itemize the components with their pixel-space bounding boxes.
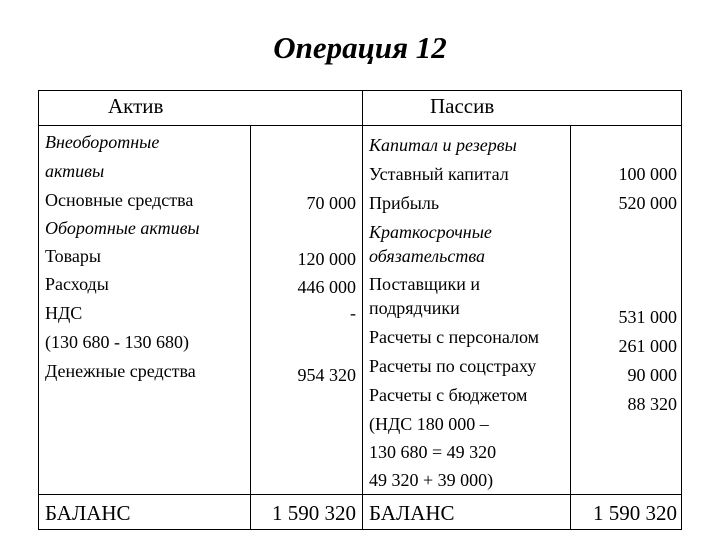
profit-label: Прибыль xyxy=(369,193,440,213)
budget-note-3: 49 320 + 39 000) xyxy=(369,470,494,490)
suppliers-value: 531 000 xyxy=(618,307,677,327)
current-assets-label: Оборотные активы xyxy=(45,218,200,238)
suppliers-label-1: Поставщики и xyxy=(369,274,481,294)
social-value: 90 000 xyxy=(627,365,677,385)
noncurrent-label-1: Внеоборотные xyxy=(45,132,160,152)
suppliers-label-2: подрядчики xyxy=(369,298,460,318)
budget-label: Расчеты с бюджетом xyxy=(369,385,528,405)
fixed-assets-value: 70 000 xyxy=(306,193,356,213)
cash-label: Денежные средства xyxy=(45,361,196,381)
short-term-label-2: обязательства xyxy=(369,246,486,266)
vat-value: - xyxy=(350,303,356,323)
liability-value-divider xyxy=(570,125,571,530)
liability-total-value: 1 590 320 xyxy=(593,501,677,525)
authorized-capital-value: 100 000 xyxy=(618,164,677,184)
staff-value: 261 000 xyxy=(618,336,677,356)
header-divider xyxy=(38,125,682,126)
asset-total-value: 1 590 320 xyxy=(272,501,356,525)
asset-header: Актив xyxy=(108,94,164,118)
liability-total-label: БАЛАНС xyxy=(369,501,455,525)
expenses-label: Расходы xyxy=(45,274,109,294)
noncurrent-label-2: активы xyxy=(45,161,105,181)
liability-header: Пассив xyxy=(430,94,495,118)
cash-value: 954 320 xyxy=(297,365,356,385)
budget-value: 88 320 xyxy=(627,394,677,414)
short-term-label-1: Краткосрочные xyxy=(369,222,492,242)
budget-note-1: (НДС 180 000 – xyxy=(369,414,489,434)
vat-label: НДС xyxy=(45,303,83,323)
social-label: Расчеты по соцстраху xyxy=(369,356,537,376)
asset-total-label: БАЛАНС xyxy=(45,501,131,525)
goods-value: 120 000 xyxy=(297,249,356,269)
profit-value: 520 000 xyxy=(618,193,677,213)
center-divider xyxy=(362,90,363,530)
page-title: Операция 12 xyxy=(273,30,447,65)
authorized-capital-label: Уставный капитал xyxy=(369,164,509,184)
expenses-value: 446 000 xyxy=(297,277,356,297)
capital-label: Капитал и резервы xyxy=(369,135,517,155)
goods-label: Товары xyxy=(45,246,101,266)
staff-label: Расчеты с персоналом xyxy=(369,327,540,347)
vat-calc-label: (130 680 - 130 680) xyxy=(45,332,189,352)
budget-note-2: 130 680 = 49 320 xyxy=(369,442,497,462)
total-divider xyxy=(38,494,682,495)
fixed-assets-label: Основные средства xyxy=(45,190,194,210)
asset-value-divider xyxy=(250,125,251,530)
